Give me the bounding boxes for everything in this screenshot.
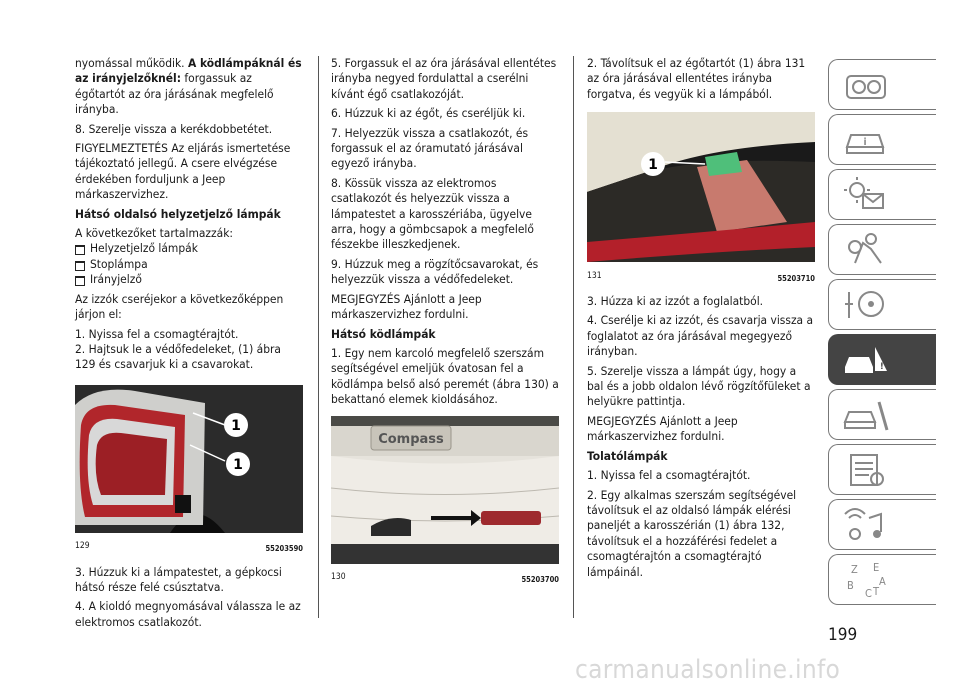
figure-129 [75, 385, 303, 557]
emergency-car-icon [841, 339, 891, 381]
multimedia-icon [841, 504, 891, 546]
column-divider [318, 56, 319, 618]
svg-text:B: B [847, 579, 854, 592]
watermark-footer: carmanualsonline.info [575, 655, 841, 685]
bullet-icon [75, 245, 85, 255]
tab-emergency[interactable] [828, 334, 936, 385]
car-info-icon [841, 119, 891, 161]
step: 4. Cserélje ki az izzót, és csavarja vissza a foglalatot az óra járásával megegyező irányban. [587, 313, 814, 359]
note: MEGJEGYZÉS Ajánlott a Jeep márkaszervizhez fordulni. [587, 413, 738, 444]
alphabet-index-icon [841, 559, 891, 601]
dashboard-icon [841, 64, 891, 106]
text: forgassuk az égőtartót az óra járásának megfelelő irányba. [75, 71, 274, 117]
tab-technical-data[interactable] [828, 444, 936, 495]
tab-car-info[interactable] [828, 114, 936, 165]
svg-text:Z: Z [851, 563, 858, 576]
figure-131 [587, 112, 815, 286]
steering-wheel-icon [841, 284, 891, 326]
svg-text:A: A [879, 575, 886, 588]
tab-multimedia[interactable] [828, 499, 936, 550]
tab-warning-lights[interactable] [828, 169, 936, 220]
list-item: Helyzetjelző lámpák [75, 241, 303, 256]
step: 1. Nyissa fel a csomagtérajtót. [587, 468, 751, 483]
tail-lamp-photo [75, 385, 303, 533]
section-heading: Hátsó ködlámpák [331, 326, 436, 341]
step: 9. Húzzuk meg a rögzítőcsavarokat, és helyezzük vissza a védőfedeleket. [331, 256, 539, 287]
bullet-icon [75, 261, 85, 271]
tab-safety[interactable] [828, 224, 936, 275]
spec-sheet-icon [841, 449, 891, 491]
list-item: Irányjelző [75, 272, 303, 287]
compass-badge: Compass [378, 431, 444, 447]
step: 3. Húzza ki az izzót a foglalatból. [587, 294, 764, 309]
step: 2. Hajtsuk le a védőfedeleket, (1) ábra 129 és csavarjuk ki a csavarokat. [75, 341, 281, 372]
paragraph: A következőket tartalmazzák: [75, 226, 234, 241]
paragraph: 8. Szerelje vissza a kerékdobbetétet. [75, 121, 273, 136]
column-3 [587, 56, 815, 584]
svg-text:i: i [863, 137, 867, 148]
tab-maintenance[interactable] [828, 389, 936, 440]
warning-note: FIGYELMEZTETÉS Az eljárás ismertetése tájékoztató jellegű. A csere elvégzése érdekében forduljunk a Jeep márkaszervizhez. [75, 141, 291, 202]
step: 2. Távolítsuk el az égőtartót (1) ábra 131 az óra járásával ellentétes irányba forgatva, és vegyük ki a lámpából. [587, 56, 806, 101]
svg-text:!: ! [880, 362, 884, 372]
step: 6. Húzzuk ki az égőt, és cseréljük ki. [331, 106, 526, 121]
column-divider [573, 56, 574, 618]
paragraph [75, 56, 303, 118]
step: 4. A kioldó megnyomásával válassza le az elektromos csatlakozót. [75, 599, 301, 629]
section-heading: Hátsó oldalsó helyzetjelző lámpák [75, 206, 281, 221]
warning-light-icon [841, 174, 891, 216]
airbag-seat-icon [841, 229, 891, 271]
callout-number: 1 [648, 157, 658, 174]
step: 7. Helyezzük vissza a csatlakozót, és forgassuk el az óramutató járásával egyező irányba. [331, 125, 529, 171]
step: 1. Egy nem karcoló megfelelő szerszám segítségével emeljük óvatosan fel a ködlámpa belső alsó peremét (ábra 130) a bekattanó elemek kioldásához. [331, 345, 559, 407]
callout-number: 1 [233, 456, 243, 473]
tab-driving[interactable] [828, 279, 936, 330]
step: 3. Húzzuk ki a lámpatestet, a gépkocsi hátsó része felé csúsztatva. [75, 564, 282, 594]
bulb-holder-photo [587, 112, 815, 262]
column-2 [331, 56, 559, 587]
svg-text:C: C [865, 587, 872, 600]
figure-caption: 129 55203590 [75, 541, 303, 554]
figure-caption: 131 55203710 [587, 270, 815, 283]
note: MEGJEGYZÉS Ajánlott a Jeep márkaszervizhez fordulni. [331, 291, 482, 322]
tab-index[interactable] [828, 554, 936, 605]
svg-text:E: E [873, 561, 880, 574]
list-item: Stoplámpa [75, 257, 303, 272]
tab-dashboard[interactable] [828, 59, 936, 110]
svg-text:T: T [873, 585, 880, 598]
step: 8. Kössük vissza az elektromos csatlakozót és helyezzük vissza a lámpatestet a karosszériába, ügyelve arra, hogy a gömbcsapok a megfelelő fészekbe illeszkedjenek. [331, 175, 534, 252]
paragraph: Az izzók cseréjekor a következőképpen járjon el: [75, 291, 284, 322]
figure-130 [331, 416, 559, 588]
text: nyomással működik. [75, 56, 188, 70]
step: 1. Nyissa fel a csomagtérajtót. [75, 326, 239, 341]
step: 5. Forgassuk el az óra járásával ellentétes irányba negyed fordulattal a cserélni kívánt égő csatlakozóját. [331, 56, 557, 101]
column-1 [75, 56, 303, 634]
callout-number: 1 [231, 417, 241, 434]
page-number: 199 [828, 625, 858, 645]
figure-caption: 130 55203700 [331, 571, 559, 584]
step: 2. Egy alkalmas szerszám segítségével távolítsuk el az oldalsó lámpák elérési paneljét a karosszérián (1) ábra 132, távolítsuk el a hozzáférési fedelet a csomagtérajtón a csomagtérajtó lámpáinál. [587, 487, 797, 579]
step: 5. Szerelje vissza a lámpát úgy, hogy a bal és a jobb oldalon lévő rögzítőfüleket a helyükre pattintja. [587, 363, 811, 409]
bold-text: A ködlámpáknál és az irányjelzőknél: [75, 56, 302, 86]
bullet-icon [75, 276, 85, 286]
rear-bumper-photo [331, 416, 559, 564]
car-wrench-icon [841, 394, 891, 436]
section-heading: Tolatólámpák [587, 448, 668, 463]
